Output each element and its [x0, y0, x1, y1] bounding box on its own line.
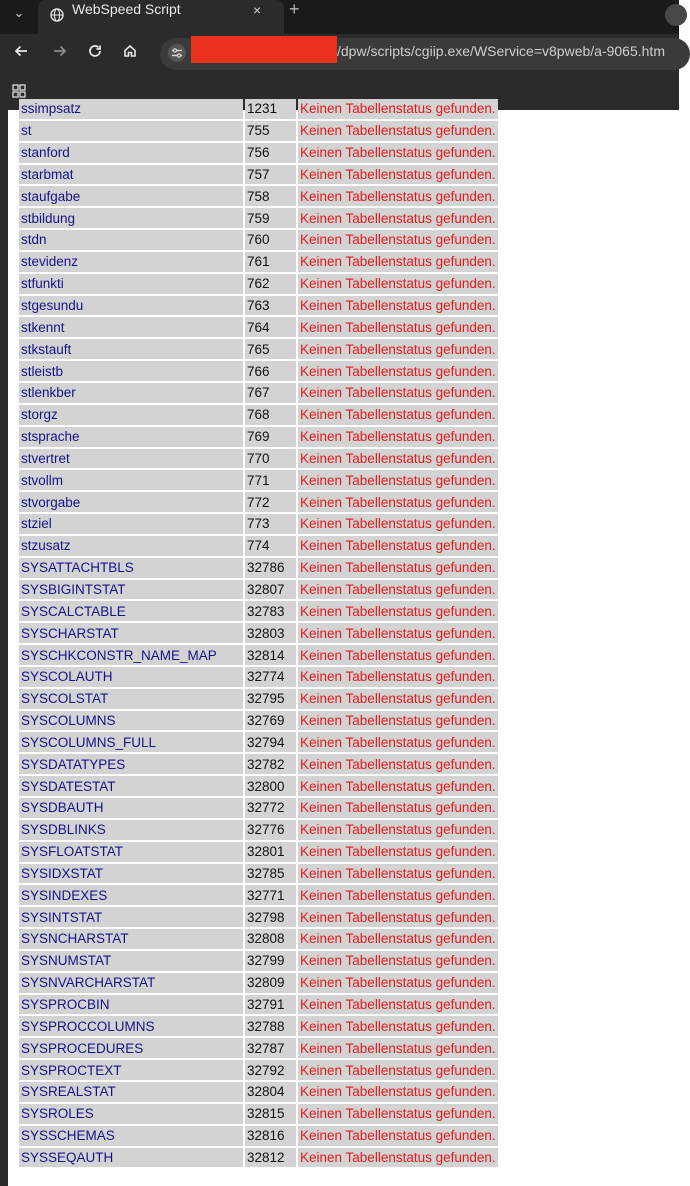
table-row: [19, 427, 498, 447]
table-id-cell: 32771: [245, 885, 296, 905]
table-id-cell: 767: [245, 383, 296, 403]
redacted-host: [191, 36, 337, 63]
table-status-cell: Keinen Tabellenstatus gefunden.: [298, 754, 498, 774]
table-name-cell: SYSATTACHTBLS: [19, 558, 243, 578]
table-status-cell: Keinen Tabellenstatus gefunden.: [298, 558, 498, 578]
table-name-cell: staufgabe: [19, 186, 243, 206]
table-id-cell: 32807: [245, 580, 296, 600]
table-id-cell: 756: [245, 143, 296, 163]
table-name-cell: stvorgabe: [19, 492, 243, 512]
table-name-cell: SYSFLOATSTAT: [19, 842, 243, 862]
table-row: [19, 317, 498, 337]
table-id-cell: 759: [245, 208, 296, 228]
table-name-cell: stlenkber: [19, 383, 243, 403]
tab-webspeed-script[interactable]: [38, 0, 284, 34]
table-id-cell: 32774: [245, 667, 296, 687]
table-status-cell: Keinen Tabellenstatus gefunden.: [298, 645, 498, 665]
table-row: [19, 383, 498, 403]
table-row: [19, 339, 498, 359]
tab-title: WebSpeed Script: [72, 1, 181, 17]
table-status-cell: Keinen Tabellenstatus gefunden.: [298, 165, 498, 185]
table-row: [19, 864, 498, 884]
table-id-cell: 32800: [245, 776, 296, 796]
table-row: [19, 449, 498, 469]
table-name-cell: SYSINDEXES: [19, 885, 243, 905]
table-row: [19, 1082, 498, 1102]
table-name-cell: stgesundu: [19, 296, 243, 316]
table-id-cell: 772: [245, 492, 296, 512]
table-row: [19, 842, 498, 862]
table-id-cell: 32782: [245, 754, 296, 774]
table-row: [19, 1016, 498, 1036]
table-name-cell: SYSDBLINKS: [19, 820, 243, 840]
table-status-cell: Keinen Tabellenstatus gefunden.: [298, 427, 498, 447]
table-status-cell: Keinen Tabellenstatus gefunden.: [298, 143, 498, 163]
table-name-cell: storgz: [19, 405, 243, 425]
address-bar[interactable]: [160, 38, 690, 70]
table-name-cell: SYSCOLAUTH: [19, 667, 243, 687]
table-status-cell: Keinen Tabellenstatus gefunden.: [298, 449, 498, 469]
table-name-cell: SYSCALCTABLE: [19, 601, 243, 621]
table-row: [19, 1060, 498, 1080]
table-id-cell: 32809: [245, 973, 296, 993]
browser-chrome: [0, 0, 679, 110]
table-id-cell: 768: [245, 405, 296, 425]
table-row: [19, 361, 498, 381]
forward-arrow-icon: [52, 43, 68, 59]
table-id-cell: 32814: [245, 645, 296, 665]
table-name-cell: ssimpsatz: [19, 99, 243, 119]
table-status-cell: Keinen Tabellenstatus gefunden.: [298, 820, 498, 840]
table-status-cell: Keinen Tabellenstatus gefunden.: [298, 383, 498, 403]
table-row: [19, 1038, 498, 1058]
table-row: [19, 143, 498, 163]
table-name-cell: SYSDATATYPES: [19, 754, 243, 774]
table-status-cell: Keinen Tabellenstatus gefunden.: [298, 973, 498, 993]
table-row: [19, 776, 498, 796]
table-row: [19, 951, 498, 971]
table-name-cell: SYSDATESTAT: [19, 776, 243, 796]
table-status-cell: Keinen Tabellenstatus gefunden.: [298, 492, 498, 512]
table-id-cell: 761: [245, 252, 296, 272]
table-status-cell: Keinen Tabellenstatus gefunden.: [298, 1148, 498, 1168]
table-id-cell: 32785: [245, 864, 296, 884]
table-name-cell: SYSCHKCONSTR_NAME_MAP: [19, 645, 243, 665]
back-arrow-icon: [13, 43, 29, 59]
table-name-cell: stanford: [19, 143, 243, 163]
table-status-cell: Keinen Tabellenstatus gefunden.: [298, 1126, 498, 1146]
table-id-cell: 32816: [245, 1126, 296, 1146]
table-row: [19, 929, 498, 949]
table-status-cell: Keinen Tabellenstatus gefunden.: [298, 842, 498, 862]
table-row: [19, 405, 498, 425]
table-id-cell: 773: [245, 514, 296, 534]
table-id-cell: 32815: [245, 1104, 296, 1124]
table-row: [19, 580, 498, 600]
table-row: [19, 885, 498, 905]
table-status-cell: Keinen Tabellenstatus gefunden.: [298, 623, 498, 643]
table-id-cell: 755: [245, 121, 296, 141]
table-row: [19, 645, 498, 665]
table-name-cell: SYSSEQAUTH: [19, 1148, 243, 1168]
table-row: [19, 732, 498, 752]
table-status-cell: Keinen Tabellenstatus gefunden.: [298, 1060, 498, 1080]
table-name-cell: stvertret: [19, 449, 243, 469]
table-name-cell: SYSCOLUMNS: [19, 711, 243, 731]
table-status-cell: Keinen Tabellenstatus gefunden.: [298, 711, 498, 731]
table-status-cell: Keinen Tabellenstatus gefunden.: [298, 470, 498, 490]
table-status-cell: Keinen Tabellenstatus gefunden.: [298, 121, 498, 141]
apps-grid-icon[interactable]: [12, 84, 26, 98]
forward-button[interactable]: [50, 43, 70, 64]
table-name-cell: SYSPROCEDURES: [19, 1038, 243, 1058]
navigation-toolbar: [0, 34, 679, 74]
table-name-cell: SYSPROCTEXT: [19, 1060, 243, 1080]
table-row: [19, 470, 498, 490]
table-name-cell: SYSNUMSTAT: [19, 951, 243, 971]
table-row: [19, 558, 498, 578]
table-status-cell: Keinen Tabellenstatus gefunden.: [298, 317, 498, 337]
table-status-list: [17, 97, 500, 1169]
table-body: [19, 99, 498, 1167]
table-name-cell: SYSBIGINTSTAT: [19, 580, 243, 600]
table-id-cell: 32787: [245, 1038, 296, 1058]
site-info-icon: [171, 47, 183, 59]
table-status-cell: Keinen Tabellenstatus gefunden.: [298, 864, 498, 884]
table-id-cell: 763: [245, 296, 296, 316]
table-row: [19, 165, 498, 185]
table-status-cell: Keinen Tabellenstatus gefunden.: [298, 361, 498, 381]
table-name-cell: st: [19, 121, 243, 141]
table-row: [19, 754, 498, 774]
table-status-cell: Keinen Tabellenstatus gefunden.: [298, 1038, 498, 1058]
table-status-cell: Keinen Tabellenstatus gefunden.: [298, 995, 498, 1015]
table-id-cell: 769: [245, 427, 296, 447]
table-name-cell: stevidenz: [19, 252, 243, 272]
table-name-cell: SYSNCHARSTAT: [19, 929, 243, 949]
table-row: [19, 820, 498, 840]
table-id-cell: 32801: [245, 842, 296, 862]
table-id-cell: 765: [245, 339, 296, 359]
table-status-cell: Keinen Tabellenstatus gefunden.: [298, 907, 498, 927]
table-row: [19, 798, 498, 818]
table-id-cell: 32791: [245, 995, 296, 1015]
table-status-cell: Keinen Tabellenstatus gefunden.: [298, 339, 498, 359]
table-row: [19, 99, 498, 119]
table-name-cell: stvollm: [19, 470, 243, 490]
table-status-cell: Keinen Tabellenstatus gefunden.: [298, 689, 498, 709]
table-status-cell: Keinen Tabellenstatus gefunden.: [298, 1016, 498, 1036]
table-status-cell: Keinen Tabellenstatus gefunden.: [298, 186, 498, 206]
table-row: [19, 601, 498, 621]
table-status-cell: Keinen Tabellenstatus gefunden.: [298, 252, 498, 272]
table-row: [19, 973, 498, 993]
table-name-cell: SYSDBAUTH: [19, 798, 243, 818]
table-row: [19, 1126, 498, 1146]
table-status-cell: Keinen Tabellenstatus gefunden.: [298, 536, 498, 556]
table-status-cell: Keinen Tabellenstatus gefunden.: [298, 514, 498, 534]
back-button[interactable]: [11, 43, 31, 64]
globe-favicon-icon: [50, 8, 64, 22]
table-id-cell: 32783: [245, 601, 296, 621]
reload-icon: [87, 43, 103, 59]
table-name-cell: SYSIDXSTAT: [19, 864, 243, 884]
table-status-cell: Keinen Tabellenstatus gefunden.: [298, 1082, 498, 1102]
table-id-cell: 32803: [245, 623, 296, 643]
table-id-cell: 758: [245, 186, 296, 206]
table-name-cell: SYSCHARSTAT: [19, 623, 243, 643]
table-status-cell: Keinen Tabellenstatus gefunden.: [298, 208, 498, 228]
table-row: [19, 186, 498, 206]
page-left-edge: [0, 110, 8, 1186]
table-id-cell: 771: [245, 470, 296, 490]
table-status-cell: Keinen Tabellenstatus gefunden.: [298, 405, 498, 425]
close-tab-icon[interactable]: ×: [253, 2, 262, 18]
table-status-cell: Keinen Tabellenstatus gefunden.: [298, 1104, 498, 1124]
table-row: [19, 907, 498, 927]
table-id-cell: 32812: [245, 1148, 296, 1168]
table-name-cell: stsprache: [19, 427, 243, 447]
table-status-cell: Keinen Tabellenstatus gefunden.: [298, 99, 498, 119]
url-text[interactable]: /dpw/scripts/cgiip.exe/WService=v8pweb/a-9065.htm: [337, 43, 665, 59]
table-status-cell: Keinen Tabellenstatus gefunden.: [298, 798, 498, 818]
table-status-cell: Keinen Tabellenstatus gefunden.: [298, 951, 498, 971]
table-id-cell: 32798: [245, 907, 296, 927]
table-id-cell: 32795: [245, 689, 296, 709]
table-id-cell: 32794: [245, 732, 296, 752]
table-status-cell: Keinen Tabellenstatus gefunden.: [298, 274, 498, 294]
table-name-cell: stziel: [19, 514, 243, 534]
table-id-cell: 760: [245, 230, 296, 250]
table-id-cell: 32792: [245, 1060, 296, 1080]
table-id-cell: 32788: [245, 1016, 296, 1036]
table-status-cell: Keinen Tabellenstatus gefunden.: [298, 776, 498, 796]
table-name-cell: SYSROLES: [19, 1104, 243, 1124]
table-id-cell: 762: [245, 274, 296, 294]
table-status-cell: Keinen Tabellenstatus gefunden.: [298, 732, 498, 752]
table-name-cell: SYSSCHEMAS: [19, 1126, 243, 1146]
table-row: [19, 514, 498, 534]
table-row: [19, 689, 498, 709]
table-id-cell: 1231: [245, 99, 296, 119]
table-status-cell: Keinen Tabellenstatus gefunden.: [298, 601, 498, 621]
table-id-cell: 32776: [245, 820, 296, 840]
table-name-cell: stdn: [19, 230, 243, 250]
table-id-cell: 32772: [245, 798, 296, 818]
table-status-cell: Keinen Tabellenstatus gefunden.: [298, 929, 498, 949]
table-name-cell: stfunkti: [19, 274, 243, 294]
home-icon: [122, 43, 138, 59]
table-row: [19, 995, 498, 1015]
table-name-cell: stkstauft: [19, 339, 243, 359]
table-name-cell: SYSNVARCHARSTAT: [19, 973, 243, 993]
table-id-cell: 764: [245, 317, 296, 337]
table-name-cell: SYSINTSTAT: [19, 907, 243, 927]
profile-button[interactable]: [665, 4, 687, 26]
table-status-cell: Keinen Tabellenstatus gefunden.: [298, 885, 498, 905]
table-id-cell: 32786: [245, 558, 296, 578]
table-id-cell: 32769: [245, 711, 296, 731]
table-name-cell: stbildung: [19, 208, 243, 228]
reload-button[interactable]: [85, 43, 105, 64]
site-info-button[interactable]: [168, 44, 186, 62]
table-row: [19, 1104, 498, 1124]
table-id-cell: 32799: [245, 951, 296, 971]
table-row: [19, 252, 498, 272]
table-status-cell: Keinen Tabellenstatus gefunden.: [298, 230, 498, 250]
table-id-cell: 757: [245, 165, 296, 185]
tab-search-icon[interactable]: ⌄: [13, 5, 25, 20]
table-row: [19, 536, 498, 556]
table-row: [19, 274, 498, 294]
table-name-cell: stleistb: [19, 361, 243, 381]
table-status-cell: Keinen Tabellenstatus gefunden.: [298, 580, 498, 600]
table-name-cell: SYSCOLUMNS_FULL: [19, 732, 243, 752]
new-tab-button[interactable]: +: [289, 0, 300, 19]
page-viewport[interactable]: [0, 101, 679, 1186]
table-id-cell: 774: [245, 536, 296, 556]
table-id-cell: 32804: [245, 1082, 296, 1102]
table-row: [19, 667, 498, 687]
table-name-cell: starbmat: [19, 165, 243, 185]
table-name-cell: stkennt: [19, 317, 243, 337]
table-row: [19, 623, 498, 643]
table-id-cell: 32808: [245, 929, 296, 949]
table-status-cell: Keinen Tabellenstatus gefunden.: [298, 296, 498, 316]
table-row: [19, 492, 498, 512]
table-name-cell: SYSREALSTAT: [19, 1082, 243, 1102]
table-row: [19, 208, 498, 228]
table-id-cell: 770: [245, 449, 296, 469]
tab-strip: [0, 0, 679, 34]
table-id-cell: 766: [245, 361, 296, 381]
home-button[interactable]: [120, 43, 140, 64]
table-row: [19, 296, 498, 316]
table-row: [19, 121, 498, 141]
table-name-cell: SYSCOLSTAT: [19, 689, 243, 709]
table-name-cell: SYSPROCBIN: [19, 995, 243, 1015]
table-row: [19, 230, 498, 250]
table-name-cell: stzusatz: [19, 536, 243, 556]
table-status-cell: Keinen Tabellenstatus gefunden.: [298, 667, 498, 687]
table-name-cell: SYSPROCCOLUMNS: [19, 1016, 243, 1036]
table-row: [19, 1148, 498, 1168]
table-row: [19, 711, 498, 731]
